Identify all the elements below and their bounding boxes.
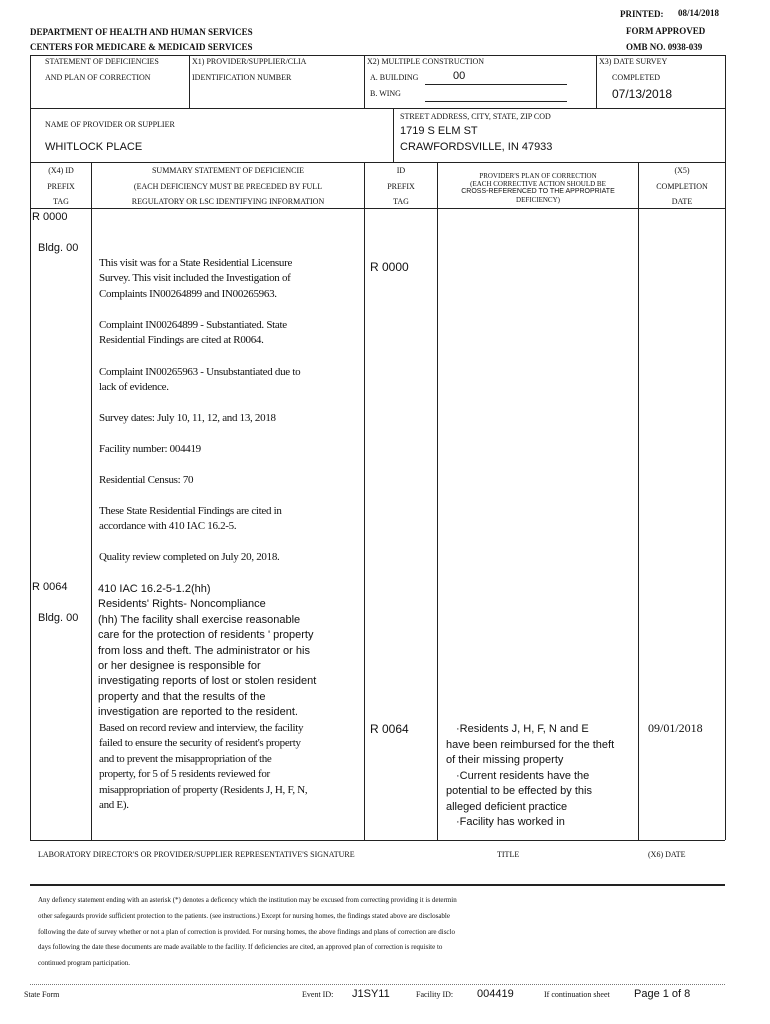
text-line: lack of evidence. <box>99 381 169 394</box>
x2-label: X2) MULTIPLE CONSTRUCTION <box>367 57 485 66</box>
text-line: misappropriation of property (Residents J, H, F, N, <box>99 783 308 796</box>
building-value: 00 <box>453 70 466 82</box>
rule-after-top-boxes <box>30 108 725 109</box>
director-signature-label: LABORATORY DIRECTOR'S OR PROVIDER/SUPPLIER REPRESENTATIVE'S SIGNATURE <box>38 850 355 859</box>
text-line: Complaint IN00265963 - Unsubstantiated due to <box>99 366 301 378</box>
wing-label: B. WING <box>370 89 401 98</box>
text-line: property and that the results of the <box>98 690 266 703</box>
text-line: from loss and theft. The administrator or his <box>98 644 310 657</box>
poc-header-3: CROSS-REFERENCED TO THE APPROPRIATE <box>461 188 615 195</box>
entry1-paragraph-2 <box>99 318 287 349</box>
rule-signature-bottom <box>30 884 725 886</box>
entry1-right-tag: R 0000 <box>370 260 409 274</box>
provider-name-label: NAME OF PROVIDER OR SUPPLIER <box>45 120 175 129</box>
divider-x1 <box>189 55 190 108</box>
text-line: Complaints IN00264899 and IN00265963. <box>99 287 277 300</box>
text-line: or her designee is responsible for <box>98 659 261 672</box>
x3-label-2: COMPLETED <box>612 73 660 82</box>
building-label: A. BUILDING <box>370 73 419 82</box>
entry2-bldg: Bldg. 00 <box>38 612 79 624</box>
footnote-line: Any defiency statement ending with an asterisk (*) denotes a deficency which the institution may be excused from correcting providing it is determin <box>38 896 457 904</box>
wing-underline <box>425 101 567 102</box>
entry1-bldg: Bldg. 00 <box>38 242 79 254</box>
entry2-completion-date: 09/01/2018 <box>648 721 703 735</box>
text-line: ·Current residents have the <box>456 769 590 782</box>
x4-header-3: TAG <box>53 197 69 206</box>
building-underline <box>425 84 567 85</box>
entry1-paragraph-3 <box>99 365 300 396</box>
entry2-right-tag: R 0064 <box>370 722 409 736</box>
agency-title: CENTERS FOR MEDICARE & MEDICAID SERVICES <box>30 42 253 52</box>
poc-header-4: DEFICIENCY) <box>516 196 560 204</box>
x3-label-1: X3) DATE SURVEY <box>599 57 668 66</box>
text-line: Residential Findings are cited at R0064. <box>99 334 264 347</box>
continuation-label: If continuation sheet <box>544 990 610 999</box>
address-line-2: CRAWFORDSVILLE, IN 47933 <box>400 141 553 153</box>
entry1-facility-number: Facility number: 004419 <box>99 443 201 455</box>
facility-id-label: Facility ID: <box>416 990 454 999</box>
text-line: of their missing property <box>446 754 564 766</box>
rule-after-provider <box>30 162 725 163</box>
summary-header-1: SUMMARY STATEMENT OF DEFICIENCIE <box>151 166 305 175</box>
text-line: Based on record review and interview, the facility <box>99 722 304 734</box>
x4-header-2: PREFIX <box>47 182 75 191</box>
entry1-paragraph-7 <box>99 504 282 535</box>
divider-col-summary <box>364 162 365 840</box>
text-line: property, for 5 of 5 residents reviewed for <box>99 768 270 781</box>
text-line: care for the protection of residents ' property <box>98 629 314 642</box>
text-line: ·Facility has worked in <box>456 816 565 828</box>
page-number: Page 1 of 8 <box>634 988 691 1000</box>
event-id-label: Event ID: <box>302 990 334 999</box>
state-form-label: State Form <box>24 990 60 999</box>
x1-label-2: IDENTIFICATION NUMBER <box>192 73 292 82</box>
x4-header-1: (X4) ID <box>48 166 74 175</box>
x6-date-label: (X6) DATE <box>648 850 686 859</box>
divider-col-tag <box>91 162 92 840</box>
text-line: This visit was for a State Residential Licensure <box>99 257 293 269</box>
department-title: DEPARTMENT OF HEALTH AND HUMAN SERVICES <box>30 27 253 37</box>
statement-label-2: AND PLAN OF CORRECTION <box>45 73 151 82</box>
rule-body-bottom <box>30 840 725 841</box>
form-approved: FORM APPROVED <box>626 26 706 36</box>
footer-rule <box>30 984 725 985</box>
x5-header-2: COMPLETION <box>656 182 708 191</box>
footnote-line: days following the date these documents are made available to the facility. If deficiencies are cited, an approved plan of correction is requisite to <box>38 943 443 951</box>
entry1-paragraph-1 <box>99 256 292 302</box>
rule-after-col-headers <box>30 208 725 209</box>
entry2-regulation <box>98 582 316 721</box>
entry2-plan-of-correction <box>446 722 614 831</box>
facility-id-value: 004419 <box>477 988 514 1000</box>
summary-header-3: REGULATORY OR LSC IDENTIFYING INFORMATION <box>131 197 325 206</box>
text-line: Survey. This visit included the Investigation of <box>99 272 291 285</box>
entry2-findings <box>99 721 307 813</box>
text-line: alleged deficient practice <box>446 800 568 813</box>
printed-label: PRINTED: <box>620 9 664 19</box>
footnote-line: other safegaurds provide sufficient protection to the patients. (see instructions.) Except for nursing homes, the findings stated above are disclosable <box>38 912 450 920</box>
poc-header-2: (EACH CORRECTIVE ACTION SHOULD BE <box>470 180 606 188</box>
divider-x3 <box>596 55 597 108</box>
entry1-survey-dates: Survey dates: July 10, 11, 12, and 13, 2018 <box>99 412 276 424</box>
text-line: and E). <box>99 798 129 811</box>
entry1-census: Residential Census: 70 <box>99 474 194 486</box>
footnote-line: following the date of survey whether or not a plan of correction is provided. For nursing homes, the above findings and plans of correction are disclo <box>38 928 455 936</box>
frame-right <box>725 55 726 840</box>
rule-top <box>30 55 725 56</box>
divider-address <box>393 108 394 162</box>
text-line: Residents' Rights- Noncompliance <box>98 598 266 611</box>
text-line: investigating reports of lost or stolen resident <box>98 675 317 688</box>
text-line: have been reimbursed for the theft <box>446 738 615 751</box>
divider-col-id <box>437 162 438 840</box>
text-line: (hh) The facility shall exercise reasonable <box>98 613 301 626</box>
x1-label-1: X1) PROVIDER/SUPPLIER/CLIA <box>192 57 307 66</box>
survey-completed-date: 07/13/2018 <box>612 87 673 101</box>
text-line: failed to ensure the security of resident's property <box>99 737 301 750</box>
footnote-line: continued program participation. <box>38 959 130 967</box>
text-line: investigation are reported to the resident. <box>98 706 298 719</box>
entry2-tag: R 0064 <box>32 581 68 593</box>
summary-header-2: (EACH DEFICIENCY MUST BE PRECEDED BY FULL <box>133 182 323 191</box>
printed-date: 08/14/2018 <box>678 8 720 18</box>
address-line-1: 1719 S ELM ST <box>400 125 478 137</box>
text-line: Complaint IN00264899 - Substantiated. State <box>99 319 287 331</box>
text-line: and to prevent the misappropriation of the <box>99 752 272 765</box>
address-label: STREET ADDRESS, CITY, STATE, ZIP COD <box>400 112 551 121</box>
x5-header-3: DATE <box>671 197 693 206</box>
text-line: 410 IAC 16.2-5-1.2(hh) <box>98 583 211 595</box>
event-id-value: J1SY11 <box>352 988 390 1000</box>
id-header-1: ID <box>396 166 406 175</box>
x5-header-1: (X5) <box>674 166 690 175</box>
id-header-3: TAG <box>393 197 409 206</box>
entry1-tag: R 0000 <box>32 211 68 223</box>
text-line: potential to be effected by this <box>446 785 592 797</box>
text-line: accordance with 410 IAC 16.2-5. <box>99 520 237 533</box>
title-label: TITLE <box>497 850 520 859</box>
text-line: ·Residents J, H, F, N and E <box>456 723 589 735</box>
poc-header-1: PROVIDER'S PLAN OF CORRECTION <box>479 172 597 180</box>
divider-x2 <box>364 55 365 108</box>
entry1-quality-review: Quality review completed on July 20, 2018. <box>99 551 280 563</box>
provider-name: WHITLOCK PLACE <box>45 141 143 153</box>
text-line: These State Residential Findings are cited in <box>99 505 282 517</box>
id-header-2: PREFIX <box>387 182 415 191</box>
statement-label-1: STATEMENT OF DEFICIENCIES <box>45 57 159 66</box>
omb-number: OMB NO. 0938-039 <box>626 42 703 52</box>
divider-col-poc <box>638 162 639 840</box>
